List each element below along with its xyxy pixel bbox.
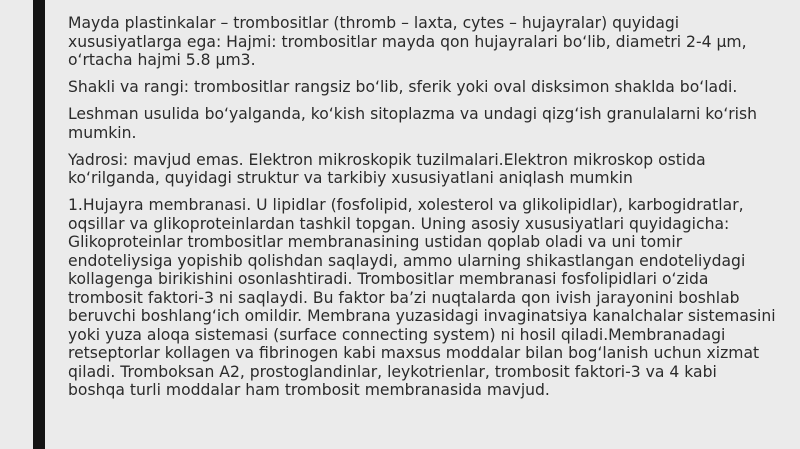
left-accent-bar	[33, 0, 45, 449]
text-line: mumkin.	[68, 123, 137, 142]
text-line: qiladi. Tromboksan A2, prostoglandinlar, leykotrienlar, trombosit faktori-3 va 4 kabi	[68, 362, 717, 381]
text-line: Leshman usulida bo‘yalganda, ko‘kish sitoplazma va undagi qizg‘ish granulalarni ko‘rish	[68, 105, 758, 123]
text-line: beruvchi boshlang‘ich omildir. Membrana yuzasidagi invaginatsiya kanalchalar sistemasini	[68, 307, 776, 325]
text-line: xususiyatlarga ega: Hajmi: trombositlar mayda qon hujayralari bo‘lib, diametri 2-4 μm,	[68, 32, 747, 51]
text-line: boshqa turli moddalar ham trombosit membranasida mavjud.	[68, 381, 550, 399]
paragraph-shape-color	[68, 78, 784, 97]
text-line: o‘rtacha hajmi 5.8 μm3.	[68, 51, 256, 69]
text-line: retseptorlar kollagen va fibrinogen kabi maxsus moddalar bilan bog‘lanish uchun xizmat	[68, 344, 760, 362]
paragraph-platelets-intro	[68, 14, 784, 70]
paragraph-nucleus	[68, 151, 784, 188]
text-line: trombosit faktori-3 ni saqlaydi. Bu faktor ba’zi nuqtalarda qon ivish jarayonini boshlab	[68, 288, 740, 307]
text-line: oqsillar va glikoproteinlardan tashkil topgan. Uning asosiy xususiyatlari quyidagicha:	[68, 214, 730, 233]
text-line: endoteliysiga yopishib qolishdan saqlaydi, ammo ularning shikastlangan endoteliydagi	[68, 251, 746, 270]
text-line: kollagenga birikishini osonlashtiradi. Trombositlar membranasi fosfolipidlari o‘zida	[68, 270, 709, 288]
text-line: Mayda plastinkalar – trombositlar (thromb – laxta, cytes – hujayralar) quyidagi	[68, 14, 680, 32]
text-line: Shakli va rangi: trombositlar rangsiz bo‘lib, sferik yoki oval disksimon shaklda bo‘ladi.	[68, 78, 738, 96]
text-line: Glikoproteinlar trombositlar membranasining ustidan qoplab oladi va uni tomir	[68, 233, 683, 251]
text-line: Yadrosi: mavjud emas. Elektron mikroskopik tuzilmalari.Elektron mikroskop ostida	[68, 150, 706, 169]
paragraph-cell-membrane	[68, 196, 784, 400]
text-line: 1.Hujayra membranasi. U lipidlar (fosfolipid, xolesterol va glikolipidlar), karbogidratlar,	[68, 196, 744, 214]
document-body	[68, 14, 784, 408]
text-line: ko‘rilganda, quyidagi struktur va tarkibiy xususiyatlani aniqlash mumkin	[68, 169, 633, 187]
text-line: yoki yuza aloqa sistemasi (surface connecting system) ni hosil qiladi.Membranadagi	[68, 325, 726, 344]
paragraph-leishman-stain	[68, 105, 784, 142]
